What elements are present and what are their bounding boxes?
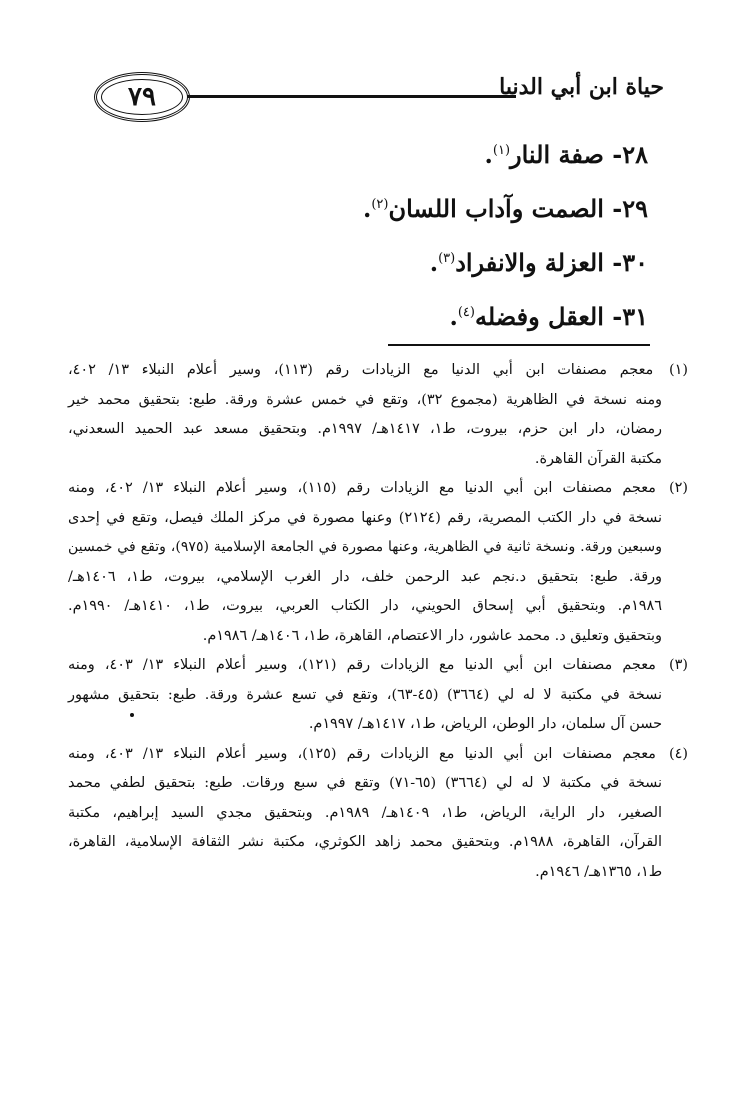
footnote-separator xyxy=(388,344,650,346)
footnote-2 xyxy=(68,474,688,651)
footnote-line xyxy=(68,356,688,386)
list-item-text: ٢٩- الصمت وآداب اللسان xyxy=(388,194,648,223)
page-header xyxy=(92,62,664,132)
footnote-ref[interactable]: (٢) xyxy=(371,197,389,212)
footnote-line: نسخة في مكتبة لا له لي (٣٦٦٤) (٦٥-٧١) وتقع في سبع ورقات. طبع: بتحقيق لطفي محمد xyxy=(68,775,662,791)
list-item xyxy=(128,232,648,286)
footnote-ref[interactable]: (٤) xyxy=(457,305,475,320)
footnote-line: وبتحقيق وتعليق د. محمد عاشور، دار الاعتصام، القاهرة، ط١، ١٤٠٦هـ/ ١٩٨٦م. xyxy=(202,627,662,644)
footnote-line: ١٩٨٦م. وبتحقيق أبي إسحاق الحويني، دار الكتاب العربي، بيروت، ط١، ١٤١٠هـ/ ١٩٩٠م. xyxy=(68,598,662,614)
stray-dot xyxy=(130,713,134,717)
footnote-line: نسخة في مكتبة لا له لي (٣٦٦٤) (٤٥-٦٣)، وتقع في تسع عشرة ورقة. طبع: بتحقيق مشهور xyxy=(68,686,662,703)
page-number-oval xyxy=(94,72,190,122)
footnote-text: معجم مصنفات ابن أبي الدنيا مع الزيادات رقم (١٢٥)، وسير أعلام النبلاء ١٣/ ٤٠٣، ومنه xyxy=(68,745,656,762)
footnote-ref[interactable]: (٣) xyxy=(438,251,456,266)
footnote-line xyxy=(68,474,688,504)
footnote-line: نسخة في دار الكتب المصرية، رقم (٢١٢٤) وعنها مصورة في مركز الملك فيصل، وتقع في إحدى xyxy=(68,509,662,526)
footnote-text: معجم مصنفات ابن أبي الدنيا مع الزيادات رقم (١١٣)، وسير أعلام النبلاء ١٣/ ٤٠٢، xyxy=(68,362,654,378)
page-number: ٧٩ xyxy=(128,82,156,112)
footnote-line: ورقة. طبع: بتحقيق د.نجم عبد الرحمن خلف، دار الغرب الإسلامي، بيروت، ط١، ١٤٠٦هـ/ xyxy=(68,568,662,585)
footnote-line: وسبعين ورقة. ونسخة ثانية في الظاهرية، وعنها مصورة في الجامعة الإسلامية (٩٧٥)، وتقع في خمسين xyxy=(68,539,662,555)
footnote-line: رمضان، دار ابن حزم، بيروت، ط١، ١٤١٧هـ/ ١٩٩٧م. وبتحقيق مسعد عبد الحميد السعدني، xyxy=(68,421,662,437)
footnote-number: (٢) xyxy=(669,480,688,496)
footnote-line: الصغير، دار الراية، الرياض، ط١، ١٤٠٩هـ/ ١٩٨٩م. وبتحقيق مجدي السيد إبراهيم، مكتبة xyxy=(68,804,662,821)
list-item xyxy=(128,286,648,340)
footnote-line: مكتبة القرآن القاهرة. xyxy=(534,450,662,467)
footnote-line: ط١، ١٣٦٥هـ/ ١٩٤٦م. xyxy=(535,863,662,880)
footnote-number: (٤) xyxy=(669,745,688,762)
footnote-line xyxy=(68,651,688,681)
footnote-text: معجم مصنفات ابن أبي الدنيا مع الزيادات رقم (١٢١)، وسير أعلام النبلاء ١٣/ ٤٠٣، ومنه xyxy=(68,657,656,673)
footnote-line: حسن آل سلمان، دار الوطن، الرياض، ط١، ١٤١٧هـ/ ١٩٩٧م. xyxy=(308,716,662,732)
list-item xyxy=(128,124,648,178)
list-item-end: . xyxy=(429,248,439,277)
list-item-text: ٣١- العقل وفضله xyxy=(474,302,648,331)
list-item xyxy=(128,178,648,232)
list-item-text: ٣٠- العزلة والانفراد xyxy=(455,248,648,277)
header-rule xyxy=(187,95,516,98)
footnote-number: (٣) xyxy=(669,657,688,673)
footnote-4 xyxy=(68,740,688,888)
footnote-line xyxy=(68,740,688,770)
footnote-number: (١) xyxy=(669,362,688,378)
running-title: حياة ابن أبي الدنيا xyxy=(499,74,664,100)
list-item-text: ٢٨- صفة النار xyxy=(510,140,648,169)
footnote-1 xyxy=(68,356,688,474)
footnotes xyxy=(68,356,688,887)
list-item-end: . xyxy=(362,194,372,223)
oval-inner-ring xyxy=(101,79,183,115)
footnote-text: معجم مصنفات ابن أبي الدنيا مع الزيادات رقم (١١٥)، وسير أعلام النبلاء ١٣/ ٤٠٢، ومنه xyxy=(68,480,656,496)
book-list xyxy=(128,124,648,340)
list-item-end: . xyxy=(484,140,493,169)
footnote-line: القرآن، القاهرة، ١٩٨٨م. وبتحقيق محمد زاهد الكوثري، مكتبة نشر الثقافة الإسلامية، القاهرة، xyxy=(68,834,662,850)
footnote-line: ومنه نسخة في الظاهرية (مجموع ٣٢)، وتقع في خمس عشرة ورقة. طبع: بتحقيق محمد خير xyxy=(68,391,662,408)
footnote-3 xyxy=(68,651,688,740)
footnote-ref[interactable]: (١) xyxy=(492,143,511,158)
list-item-end: . xyxy=(449,302,458,331)
